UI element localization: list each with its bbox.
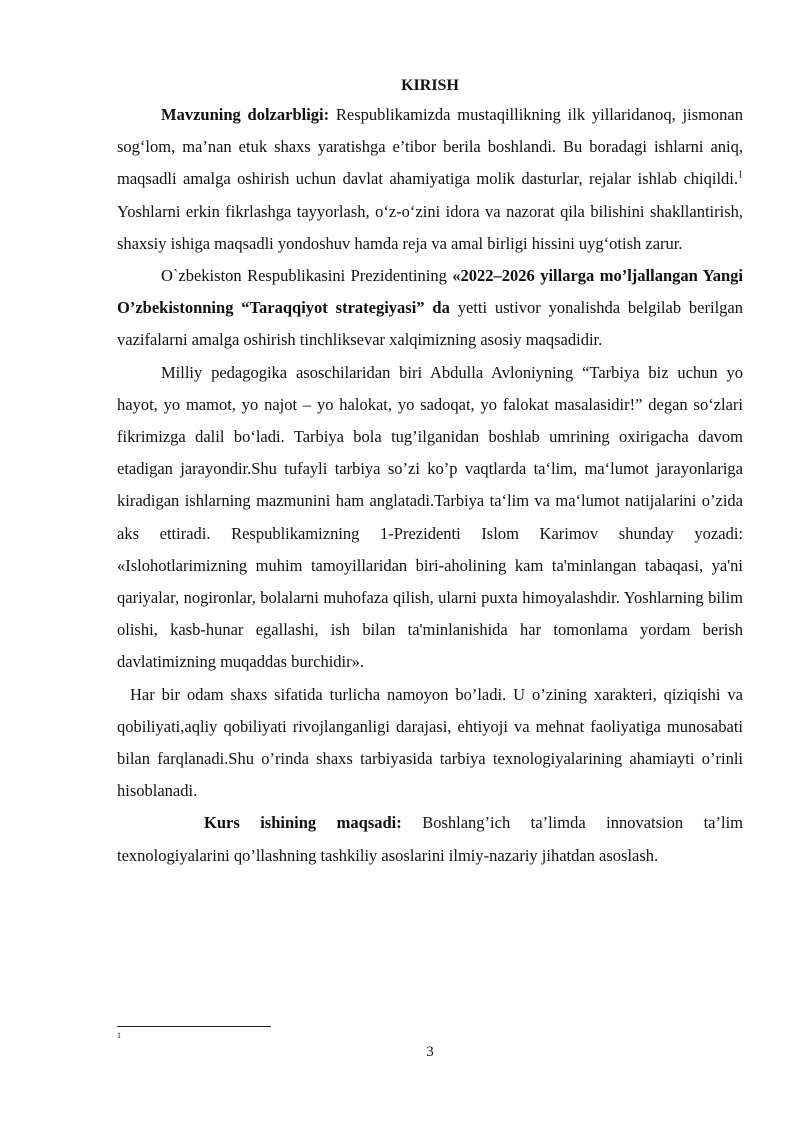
- page-number: 3: [426, 1044, 434, 1060]
- paragraph-relevance: [117, 99, 743, 260]
- paragraph-strategy: [117, 260, 743, 357]
- footnote-mark: 1: [117, 1031, 121, 1040]
- document-body: [117, 77, 743, 872]
- footnote-reference: 1: [738, 169, 743, 181]
- paragraph-goal: [117, 807, 743, 871]
- footnote-separator: [117, 1026, 271, 1027]
- paragraph-upbringing: Milliy pedagogika asoschilaridan biri Abdulla Avloniyning “Tarbiya biz uchun yo hayot, yo mamot, yo najot – yo halokat, yo sadoqat, yo falokat masalasidir!” degan so‘zlari fikrimizga dalil bo‘ladi. Tarbiya bola tug’ilganidan boshlab umrining oxirigacha davom etadigan jarayondir.Shu tufayli tarbiya so’zi ko’p vaqtlarda ta‘lim, ma‘lumot jarayonlariga kiradigan ishlarning mazmunini ham anglatadi.Tarbiya ta‘lim va ma‘lumot natijalarini o’zida aks ettiradi. Respublikamizning 1-Prezidenti Islom Karimov shunday yozadi: «Islohotlarimizning muhim tamoyillaridan biri-aholining kam ta'minlangan tabaqasi, ya'ni qariyalar, nogironlar, bolalarni muhofaza qilish, ularni puxta himoyalashdir. Yoshlarning bilim olishi, kasb-hunar egallashi, ish bilan ta'minlanishida har tomonlama yordam berish davlatimizning muqaddas burchidir».: [117, 362, 743, 672]
- relevance-label: Mavzuning dolzarbligi:: [161, 105, 330, 124]
- goal-label: Kurs ishining maqsadi:: [204, 813, 402, 833]
- goal-text: Boshlang’ich ta’limda innovatsion ta’lim texnologiyalarini qo’llashning tashkiliy asoslarini ilmiy-nazariy jihatdan asoslash.: [117, 813, 743, 865]
- paragraph-personality: Har bir odam shaxs sifatida turlicha namoyon bo’ladi. U o’zining xarakteri, qiziqishi va qobiliyati,aqliy qobiliyati rivojlanganligi darajasi, ehtiyoji va mehnat faoliyatiga munosabati bilan farqlanadi.Shu o’rinda shaxs tarbiyasida tarbiya texnologiyalarining ahamiayti o’rinli hisoblanadi.: [117, 684, 743, 801]
- section-title: KIRISH: [401, 77, 459, 94]
- relevance-text-b: Yoshlarni erkin fikrlashga tayyorlash, o‘z-o‘zini idora va nazorat qila bilishini shakllantirish, shaxsiy ishiga maqsadli yondoshuv hamda reja va amal birligi hissini uyg‘otish zarur.: [117, 201, 743, 253]
- strategy-text-b: yetti ustivor yonalishda belgilab berilgan vazifalarni amalga oshirish tinchliksevar xalqimizning asosiy maqsadidir.: [117, 298, 743, 350]
- strategy-bold-title: «2022–2026 yillarga mo’ljallangan Yangi O’zbekistonning “Taraqqiyot strategiyasi” da: [117, 266, 743, 318]
- relevance-text-a: Respublikamizda mustaqillikning ilk yillaridanoq, jismonan sog‘lom, ma’nan etuk shaxs yaratishga e’tibor berila boshlandi. Bu boradagi ishlarni aniq, maqsadli amalga oshirish uchun davlat ahamiyatiga molik dasturlar, rejalar ishlab chiqildi.: [117, 105, 743, 189]
- strategy-text-a: O`zbekiston Respublikasini Prezidentining: [161, 266, 453, 286]
